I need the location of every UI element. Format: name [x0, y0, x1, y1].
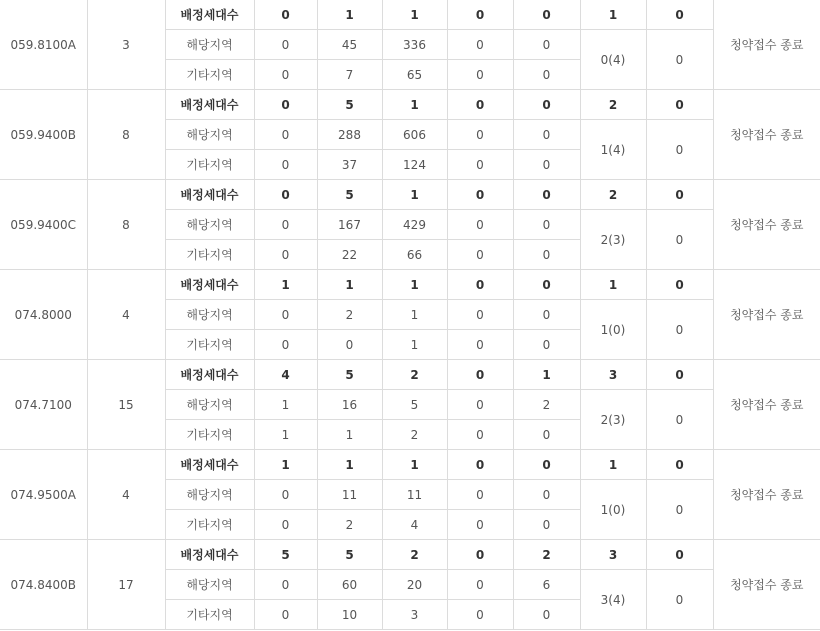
allocated-row — [0, 450, 820, 480]
allocated-rank-cell: 3 — [580, 360, 646, 390]
local-count-cell: 0 — [254, 480, 317, 510]
allocated-count-cell: 0 — [513, 90, 580, 120]
rank-result-cell: 1(4) — [580, 120, 646, 180]
last-result-cell: 0 — [646, 30, 713, 90]
local-count-cell: 0 — [254, 30, 317, 60]
row-label-other: 기타지역 — [165, 330, 254, 360]
other-count-cell: 10 — [317, 600, 382, 630]
row-label-local: 해당지역 — [165, 390, 254, 420]
local-count-cell: 45 — [317, 30, 382, 60]
status-cell: 청약접수 종료 — [713, 450, 820, 540]
allocated-count-cell: 0 — [447, 270, 513, 300]
other-count-cell: 0 — [447, 150, 513, 180]
local-count-cell: 288 — [317, 120, 382, 150]
other-count-cell: 0 — [513, 510, 580, 540]
other-count-cell: 2 — [317, 510, 382, 540]
other-count-cell: 0 — [513, 420, 580, 450]
row-label-local: 해당지역 — [165, 570, 254, 600]
rank-result-cell: 1(0) — [580, 300, 646, 360]
other-count-cell: 0 — [447, 60, 513, 90]
allocated-count-cell: 1 — [382, 180, 447, 210]
allocated-count-cell: 0 — [254, 90, 317, 120]
other-count-cell: 0 — [447, 510, 513, 540]
allocated-count-cell: 0 — [447, 540, 513, 570]
local-count-cell: 606 — [382, 120, 447, 150]
other-count-cell: 0 — [513, 240, 580, 270]
local-count-cell: 167 — [317, 210, 382, 240]
other-count-cell: 0 — [513, 150, 580, 180]
allocated-count-cell: 0 — [447, 450, 513, 480]
other-count-cell: 124 — [382, 150, 447, 180]
local-count-cell: 0 — [513, 300, 580, 330]
other-count-cell: 0 — [317, 330, 382, 360]
local-count-cell: 0 — [254, 210, 317, 240]
housing-type-cell: 059.9400B — [0, 90, 87, 180]
status-cell: 청약접수 종료 — [713, 270, 820, 360]
rank-result-cell: 0(4) — [580, 30, 646, 90]
local-count-cell: 0 — [447, 300, 513, 330]
status-cell: 청약접수 종료 — [713, 540, 820, 630]
row-label-local: 해당지역 — [165, 300, 254, 330]
allocated-count-cell: 2 — [513, 540, 580, 570]
status-cell: 청약접수 종료 — [713, 0, 820, 90]
local-count-cell: 11 — [317, 480, 382, 510]
local-count-cell: 0 — [447, 30, 513, 60]
allocated-count-cell: 0 — [447, 180, 513, 210]
housing-type-cell: 074.9500A — [0, 450, 87, 540]
allocated-row — [0, 270, 820, 300]
allocated-count-cell: 0 — [254, 180, 317, 210]
allocated-count-cell: 1 — [254, 450, 317, 480]
allocated-rank-cell: 3 — [580, 540, 646, 570]
local-count-cell: 2 — [513, 390, 580, 420]
local-count-cell: 1 — [254, 390, 317, 420]
other-count-cell: 4 — [382, 510, 447, 540]
row-label-local: 해당지역 — [165, 120, 254, 150]
row-label-local: 해당지역 — [165, 480, 254, 510]
allocated-last-cell: 0 — [646, 450, 713, 480]
other-count-cell: 22 — [317, 240, 382, 270]
local-count-cell: 5 — [382, 390, 447, 420]
local-count-cell: 0 — [447, 570, 513, 600]
row-label-other: 기타지역 — [165, 60, 254, 90]
row-label-local: 해당지역 — [165, 210, 254, 240]
other-count-cell: 7 — [317, 60, 382, 90]
allocated-count-cell: 1 — [382, 270, 447, 300]
allocated-count-cell: 1 — [382, 0, 447, 30]
status-cell: 청약접수 종료 — [713, 180, 820, 270]
allocated-count-cell: 0 — [447, 360, 513, 390]
other-count-cell: 1 — [382, 330, 447, 360]
row-label-allocated: 배정세대수 — [165, 90, 254, 120]
allocated-row — [0, 360, 820, 390]
local-count-cell: 429 — [382, 210, 447, 240]
last-result-cell: 0 — [646, 300, 713, 360]
other-count-cell: 0 — [254, 240, 317, 270]
other-count-cell: 0 — [447, 420, 513, 450]
other-count-cell: 0 — [513, 330, 580, 360]
row-label-local: 해당지역 — [165, 30, 254, 60]
other-count-cell: 0 — [254, 150, 317, 180]
allocated-count-cell: 0 — [513, 270, 580, 300]
supply-units-cell: 8 — [87, 180, 165, 270]
allocated-count-cell: 0 — [447, 0, 513, 30]
rank-result-cell: 3(4) — [580, 570, 646, 630]
allocated-count-cell: 1 — [317, 270, 382, 300]
other-count-cell: 66 — [382, 240, 447, 270]
allocated-rank-cell: 2 — [580, 180, 646, 210]
other-count-cell: 0 — [513, 60, 580, 90]
other-count-cell: 1 — [317, 420, 382, 450]
row-label-allocated: 배정세대수 — [165, 540, 254, 570]
supply-units-cell: 8 — [87, 90, 165, 180]
other-count-cell: 1 — [254, 420, 317, 450]
allocated-rank-cell: 1 — [580, 270, 646, 300]
housing-type-cell: 059.8100A — [0, 0, 87, 90]
local-count-cell: 0 — [254, 120, 317, 150]
allocated-last-cell: 0 — [646, 540, 713, 570]
allocated-count-cell: 1 — [254, 270, 317, 300]
row-label-allocated: 배정세대수 — [165, 0, 254, 30]
other-count-cell: 0 — [254, 60, 317, 90]
allocated-count-cell: 1 — [513, 360, 580, 390]
row-label-other: 기타지역 — [165, 150, 254, 180]
row-label-other: 기타지역 — [165, 420, 254, 450]
local-count-cell: 0 — [447, 480, 513, 510]
local-count-cell: 6 — [513, 570, 580, 600]
other-count-cell: 0 — [254, 510, 317, 540]
local-count-cell: 0 — [513, 480, 580, 510]
allocated-count-cell: 5 — [317, 90, 382, 120]
local-count-cell: 0 — [513, 120, 580, 150]
supply-units-cell: 15 — [87, 360, 165, 450]
rank-result-cell: 1(0) — [580, 480, 646, 540]
last-result-cell: 0 — [646, 570, 713, 630]
local-count-cell: 0 — [447, 210, 513, 240]
allocated-count-cell: 1 — [317, 0, 382, 30]
allocated-rank-cell: 1 — [580, 0, 646, 30]
other-count-cell: 65 — [382, 60, 447, 90]
allocated-count-cell: 4 — [254, 360, 317, 390]
housing-type-cell: 074.7100 — [0, 360, 87, 450]
row-label-allocated: 배정세대수 — [165, 180, 254, 210]
allocated-count-cell: 0 — [447, 90, 513, 120]
row-label-other: 기타지역 — [165, 600, 254, 630]
row-label-allocated: 배정세대수 — [165, 450, 254, 480]
other-count-cell: 0 — [254, 330, 317, 360]
supply-units-cell: 4 — [87, 450, 165, 540]
row-label-other: 기타지역 — [165, 240, 254, 270]
local-count-cell: 336 — [382, 30, 447, 60]
allocated-count-cell: 1 — [382, 90, 447, 120]
last-result-cell: 0 — [646, 210, 713, 270]
other-count-cell: 0 — [513, 600, 580, 630]
other-count-cell: 0 — [447, 330, 513, 360]
allocated-count-cell: 5 — [317, 180, 382, 210]
rank-result-cell: 2(3) — [580, 390, 646, 450]
local-count-cell: 0 — [513, 210, 580, 240]
last-result-cell: 0 — [646, 120, 713, 180]
local-count-cell: 0 — [513, 30, 580, 60]
last-result-cell: 0 — [646, 390, 713, 450]
housing-type-cell: 074.8400B — [0, 540, 87, 630]
supply-units-cell: 4 — [87, 270, 165, 360]
other-count-cell: 0 — [447, 240, 513, 270]
other-count-cell: 3 — [382, 600, 447, 630]
allocated-row — [0, 180, 820, 210]
row-label-other: 기타지역 — [165, 510, 254, 540]
other-count-cell: 2 — [382, 420, 447, 450]
allocated-count-cell: 2 — [382, 540, 447, 570]
local-count-cell: 0 — [254, 300, 317, 330]
allocated-count-cell: 1 — [317, 450, 382, 480]
allocated-count-cell: 0 — [254, 0, 317, 30]
status-cell: 청약접수 종료 — [713, 360, 820, 450]
allocated-last-cell: 0 — [646, 0, 713, 30]
housing-type-cell: 074.8000 — [0, 270, 87, 360]
local-count-cell: 11 — [382, 480, 447, 510]
local-count-cell: 16 — [317, 390, 382, 420]
status-cell: 청약접수 종료 — [713, 90, 820, 180]
local-count-cell: 60 — [317, 570, 382, 600]
last-result-cell: 0 — [646, 480, 713, 540]
local-count-cell: 20 — [382, 570, 447, 600]
row-label-allocated: 배정세대수 — [165, 360, 254, 390]
allocated-row — [0, 0, 820, 30]
allocated-count-cell: 1 — [382, 450, 447, 480]
allocated-count-cell: 0 — [513, 0, 580, 30]
allocated-row — [0, 540, 820, 570]
local-count-cell: 1 — [382, 300, 447, 330]
allocated-last-cell: 0 — [646, 270, 713, 300]
local-count-cell: 0 — [447, 390, 513, 420]
local-count-cell: 0 — [254, 570, 317, 600]
allocated-count-cell: 0 — [513, 450, 580, 480]
allocated-last-cell: 0 — [646, 90, 713, 120]
allocated-rank-cell: 2 — [580, 90, 646, 120]
supply-units-cell: 17 — [87, 540, 165, 630]
allocated-count-cell: 5 — [317, 360, 382, 390]
other-count-cell: 37 — [317, 150, 382, 180]
allocated-count-cell: 2 — [382, 360, 447, 390]
other-count-cell: 0 — [447, 600, 513, 630]
supply-units-cell: 3 — [87, 0, 165, 90]
allocated-count-cell: 5 — [254, 540, 317, 570]
row-label-allocated: 배정세대수 — [165, 270, 254, 300]
other-count-cell: 0 — [254, 600, 317, 630]
allocated-row — [0, 90, 820, 120]
housing-type-cell: 059.9400C — [0, 180, 87, 270]
local-count-cell: 2 — [317, 300, 382, 330]
allocated-count-cell: 0 — [513, 180, 580, 210]
local-count-cell: 0 — [447, 120, 513, 150]
rank-result-cell: 2(3) — [580, 210, 646, 270]
allocated-rank-cell: 1 — [580, 450, 646, 480]
allocated-last-cell: 0 — [646, 360, 713, 390]
allocated-last-cell: 0 — [646, 180, 713, 210]
allocated-count-cell: 5 — [317, 540, 382, 570]
